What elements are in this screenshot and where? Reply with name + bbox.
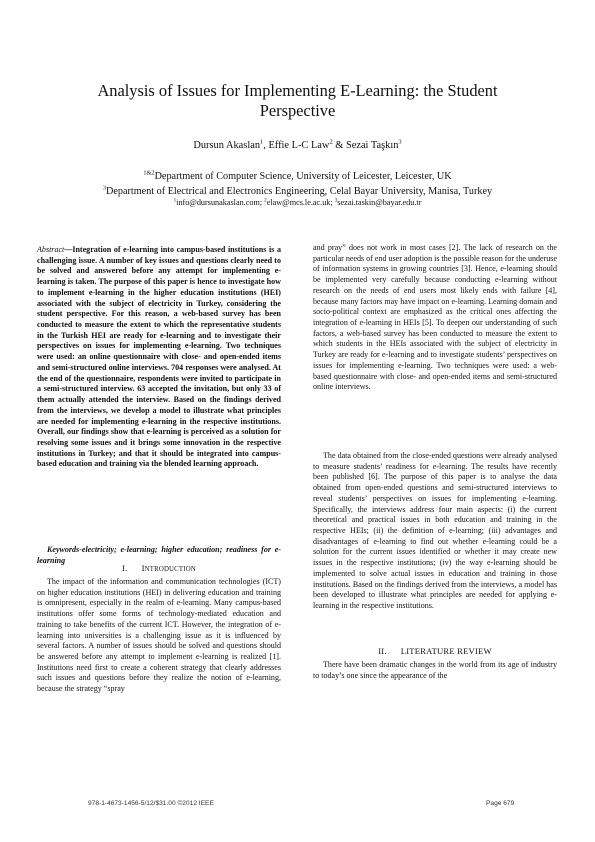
email-1: info@dursunakaslan.com;	[176, 198, 265, 207]
section-2-number: II.	[378, 646, 387, 656]
email-3-sup: 3	[334, 197, 338, 204]
abstract	[37, 245, 281, 470]
author-1: Dursun Akaslan	[193, 140, 261, 151]
author-line	[60, 139, 535, 152]
abstract-text: —Integration of e-learning into campus-based institutions is a challenging issue. A number of key issues and questions clearly need to be solved and answered before any attempt for implementing e-learning is taken. The purpose of this paper is hence to investigate how to implement e-learning in the higher education institutions (HEI) associated with the subject of electricity in Turkey, considering the student perspective. For this reason, a web-based survey has been conducted to measure the extent to which the representative students in the Turkish HEI are ready for e-learning and to investigate their perspectives on issues for implementing e-learning. Two techniques were used: an online questionnaire with close- and open-ended items and semi-structured online interviews. 704 responses were analysed. At the end of the questionnaire, respondents were invited to participate in a semi-structured interview. 63 accepted the invitation, but only 33 of them actually attended the interview. Based on the findings derived from the interviews, we develop a model to illustrate what principles are needed for implementing e-learning in the respective institutions. Overall, our findings show that e-learning is perceived as a solution for resolving some issues and it brings some innovation in the respective institutions in Turkey; and that it should be integrated into campus-based education and training via the blended learning approach.	[37, 245, 281, 469]
paper-title: Analysis of Issues for Implementing E-Learning: the Student Perspective	[97, 81, 498, 120]
section-1-title-rest: NTRODUCTION	[144, 566, 196, 573]
footer-copyright: 978-1-4673-1456-5/12/$31.00 ©2012 IEEE	[88, 800, 214, 807]
right-paragraph-2-text: The data obtained from the close-ended questions were already analysed to measure students’ readiness for e-learning. The results have recently been published [6]. The purpose of this paper is to analyse the data obtained from open-ended questions and semi-structured interviews to reveal students’ perspectives on issues for implementing e-learning. Specifically, the interviews address four main aspects: (i) the current theoretical and practical issues in both education and training in the respective HEIs; (ii) the definition of e-learning; (iii) advantages and disadvantages of e-learning to find out whether e-learning could be a solution for the current issues identified or whether it may create new issues in the respective institutions; (iv) the way e-learning should be implemented to solve actual issues in education and training in those institutions. Based on the findings derived from the interviews, a model has been developed to illustrate what principles are needed for applying e-learning in the respective institutions.	[313, 451, 557, 611]
introduction-paragraph	[37, 577, 281, 695]
section-1-number: I.	[122, 563, 128, 573]
author-separator: &	[332, 140, 346, 151]
section-2-title: LITERATURE REVIEW	[400, 646, 492, 656]
affiliation-1	[40, 170, 555, 183]
literature-review-paragraph	[313, 660, 557, 681]
introduction-text: The impact of the information and communication technologies (ICT) on higher education institutions (HEI) in delivering education and training is omnipresent, especially in the realm of e-learning. Many campus-based institutions offer some forms of technology-mediated education and training to take benefits of the current ICT. However, the integration of e-learning into universities is a challenging issue as it is influenced by several factors. A number of issues should be solved and questions should be answered before any attempt to implement e-learning is realized [1]. Institutions need first to create a coherent strategy that clearly addresses such issues and questions before they realize the notion of e-learning, because the strategy “spray	[37, 577, 281, 694]
affiliation-2-text: Department of Electrical and Electronics Engineering, Celal Bayar University, Manisa, Turkey	[106, 186, 493, 197]
right-paragraph-1-text: and pray” does not work in most cases [2]. The lack of research on the particular needs of end user adoption is the possible reason for the underuse of information systems in growing countries [3]. Hence, e-learning should be implemented very carefully because conducting e-learning without research on the needs of end users most likely ends with failure [4], because many factors may have impact on e-learning. Learning domain and socio-political context are emphasized as the critical ones affecting the integration of e-learning in HEIs [5]. To deepen our understanding of such factors, a web-based survey has been conducted to measure the extent to which students in the HEIs associated with the subject of electricity in Turkey are ready for e-learning and to investigate students’ perspectives on issues for implementing e-learning. Two techniques were used: a web-based questionnaire with close- and open-ended items and semi-structured online interviews.	[313, 243, 558, 392]
footer-page-number: Page 679	[486, 800, 515, 807]
email-2: elaw@mcs.le.ac.uk;	[266, 198, 335, 207]
email-3: sezai.taskin@bayar.edu.tr	[337, 198, 422, 207]
affiliation-1-sup: 1&2	[143, 169, 155, 177]
keywords: Keywords-electricity; e-learning; higher education; readiness for e-learning	[37, 545, 281, 565]
abstract-label: Abstract	[37, 245, 65, 254]
right-column-paragraph-1	[313, 243, 557, 393]
author-2-sup: 2	[329, 138, 333, 146]
section-1-title-initial: I	[141, 563, 145, 573]
right-column-paragraph-2	[313, 451, 557, 612]
email-line	[60, 198, 535, 208]
affiliation-2	[40, 185, 555, 198]
literature-review-text: There have been dramatic changes in the world from its age of industry to today’s one since the appearance of the	[313, 660, 557, 680]
author-2: Effie L-C Law	[268, 140, 330, 151]
affiliation-2-sup: 3	[102, 184, 107, 192]
author-separator: ,	[263, 140, 269, 151]
author-1-sup: 1	[260, 138, 264, 146]
affiliation-1-text: Department of Computer Science, University of Leicester, Leicester, UK	[154, 171, 452, 182]
section-1-heading	[37, 563, 281, 575]
email-1-sup: 1	[173, 197, 177, 204]
section-2-heading	[313, 646, 557, 657]
author-3-sup: 3	[398, 138, 402, 146]
email-2-sup: 2	[264, 197, 267, 204]
author-3: Sezai Taşkın	[345, 140, 399, 151]
